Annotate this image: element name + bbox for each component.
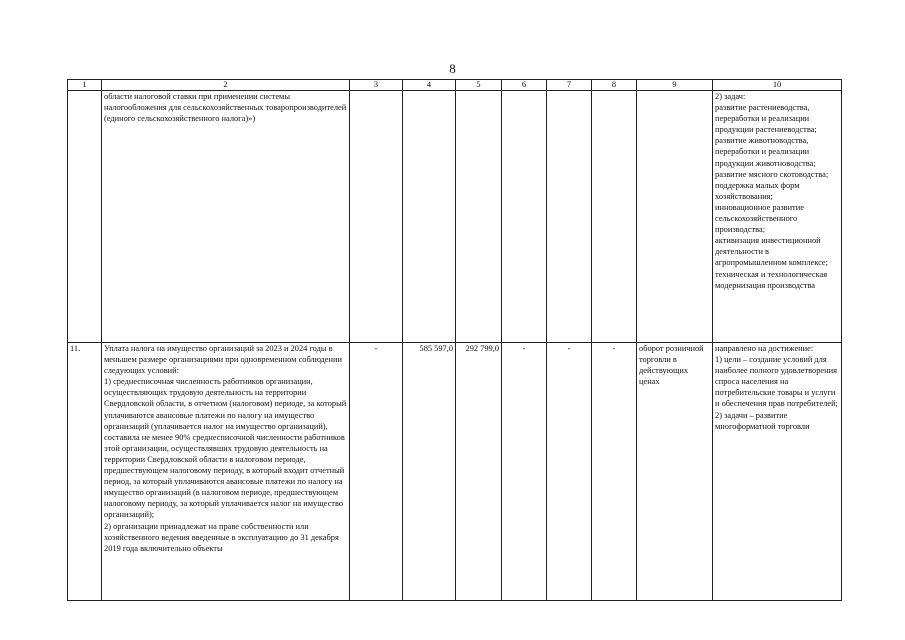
table-row [68,343,842,601]
cell-col5 [456,91,502,343]
cell-col8: - [592,343,637,601]
cell-col4 [403,91,456,343]
cell-col4: 585 597,0 [403,343,456,601]
column-header: 8 [592,80,637,91]
goals-cell: направлено на достижение: 1) цели – создание условий для наиболее полного удовлетворения спроса населения на потребительские товары и услуги и обеспечения прав потребителей; 2) задачи – развитие многоформатной торговли [713,343,842,601]
column-header: 1 [68,80,102,91]
column-header: 2 [102,80,350,91]
cell-col6: - [502,343,547,601]
cell-col6 [502,91,547,343]
table-header-row [68,80,842,91]
column-header: 7 [547,80,592,91]
column-header: 4 [403,80,456,91]
indicator-cell [637,91,713,343]
table-row [68,91,842,343]
cell-col3: - [350,343,403,601]
cell-col3 [350,91,403,343]
column-header: 10 [713,80,842,91]
cell-col8 [592,91,637,343]
row-number [68,91,102,343]
indicator-cell: оборот розничной торговли в действующих ценах [637,343,713,601]
page-number: 8 [449,61,456,76]
column-header: 3 [350,80,403,91]
benefit-description: области налоговой ставки при применении системы налогообложения для сельскохозяйственных товаропроизводителей (единого сельскохозяйственного налога)») [102,91,350,343]
row-number: 11. [68,343,102,601]
cell-col7 [547,91,592,343]
column-header: 9 [637,80,713,91]
tax-benefits-table [67,79,842,601]
benefit-description: Уплата налога на имущество организаций за 2023 и 2024 годы в меньшем размере организациями при одновременном соблюдении следующих условий: 1) среднесписочная численность работников организации, осуществляющих трудовую деятельность на территории Свердловской области, в отчетном (налоговом) периоде, за который уплачиваются авансовые платежи по налогу на имущество организаций (уплачивается налог на имущество организаций), составила не менее 90% среднесписочной численности работников этой организации, осуществлявших трудовую деятельность на территории Свердловской области в налоговом периоде, предшествующем налоговому периоду, в который входит отчетный период, за который уплачиваются авансовые платежи по налогу на имущество организаций (в налоговом периоде, предшествующем налоговому периоду, за который уплачивается налог на имущество организаций); 2) организации принадлежат на праве собственности или хозяйственного ведения введенные в эксплуатацию до 31 декабря 2019 года включительно объекты [102,343,350,601]
column-header: 6 [502,80,547,91]
goals-cell: 2) задач: развитие растениеводства, переработки и реализации продукции растениеводства; развитие животноводства, переработки и реализации продукции животноводства; развитие мясного скотоводства; поддержка малых форм хозяйствования; инновационное развитие сельскохозяйственного производства; активизация инвестиционной деятельности в агропромышленном комплексе; техническая и технологическая модернизация производства [713,91,842,343]
column-header: 5 [456,80,502,91]
cell-col5: 292 799,0 [456,343,502,601]
cell-col7: - [547,343,592,601]
